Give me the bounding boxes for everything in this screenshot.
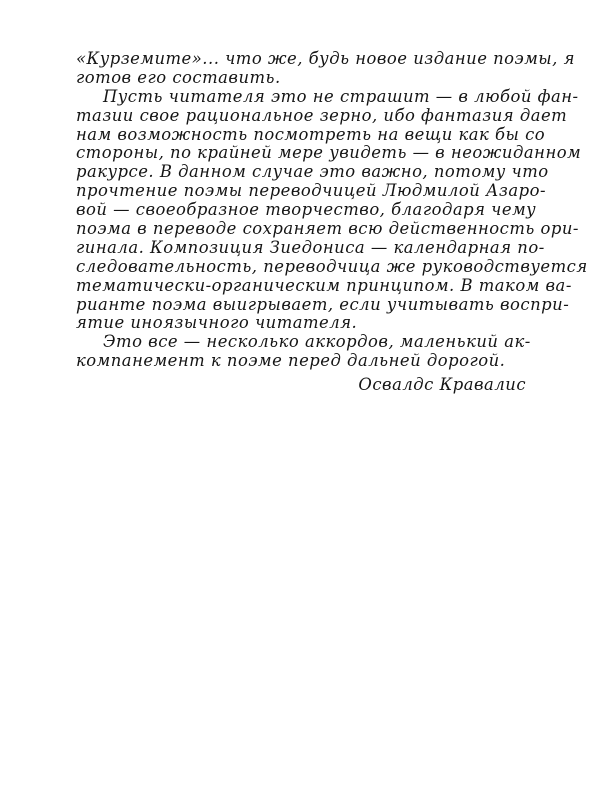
text-line: ракурсе. В данном случае это важно, потому что xyxy=(76,162,549,182)
text-line: тематически-органическим принципом. В таком ва- xyxy=(76,275,572,295)
paragraph-start-line: Пусть читателя это не страшит — в любой фан- xyxy=(103,86,579,106)
text-line: прочтение поэмы переводчицей Людмилой Азаро- xyxy=(76,181,547,201)
text-line: нам возможность посмотреть на вещи как бы со xyxy=(76,124,546,144)
text-line: готов его составить. xyxy=(76,67,281,87)
text-line: ятие иноязычного читателя. xyxy=(76,313,358,333)
text-line: компанемент к поэме перед дальней дорогой. xyxy=(76,351,506,371)
text-line: рианте поэма выигрывает, если учитывать воспри- xyxy=(76,294,570,314)
text-line: поэма в переводе сохраняет всю действенность ори- xyxy=(76,219,579,239)
text-line: «Курземите»... что же, будь новое издание поэмы, я xyxy=(76,49,575,68)
paragraph-start-line: Это все — несколько аккордов, маленький ак- xyxy=(103,332,531,352)
author-signature: Освалдс Кравалис xyxy=(358,375,526,394)
text-line: стороны, по крайней мере увидеть — в неожиданном xyxy=(76,143,582,163)
text-line: вой — своеобразное творчество, благодаря чему xyxy=(76,200,537,220)
text-line: тазии свое рациональное зерно, ибо фантазия дает xyxy=(76,105,568,125)
text-line: гинала. Композиция Зиедониса — календарная по- xyxy=(76,237,545,257)
text-line: следовательность, переводчица же руководствуется xyxy=(76,256,588,276)
body-text xyxy=(76,49,588,371)
